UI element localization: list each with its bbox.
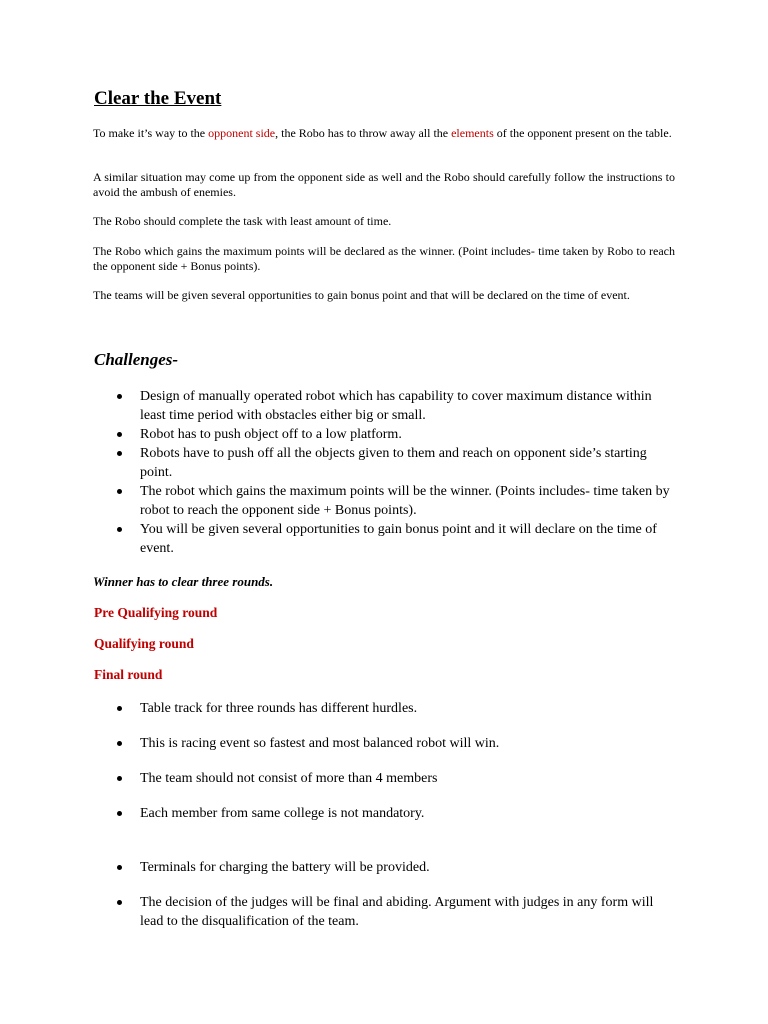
rules-list-5 xyxy=(0,858,670,877)
rule-item: The team should not consist of more than 4 members xyxy=(0,769,670,788)
intro-paragraph-1 xyxy=(93,126,675,141)
challenges-heading: Challenges- xyxy=(94,350,179,369)
intro-paragraph-4: The Robo which gains the maximum points will be declared as the winner. (Point includes- time taken by Robo to reach the opponent side + Bonus points). xyxy=(93,244,675,273)
rule-item: Terminals for charging the battery will be provided. xyxy=(0,858,670,877)
rule-item: Each member from same college is not mandatory. xyxy=(0,804,670,823)
highlight-opponent-side: opponent side xyxy=(208,126,276,140)
rules-list-3 xyxy=(0,769,670,788)
intro-paragraph-2: A similar situation may come up from the opponent side as well and the Robo should carefully follow the instructions to avoid the ambush of enemies. xyxy=(93,170,675,199)
round-final: Final round xyxy=(94,667,163,682)
challenge-item: Robots have to push off all the objects given to them and reach on opponent side’s starting point. xyxy=(0,444,670,482)
intro-text: of the opponent present on the table. xyxy=(493,126,672,140)
rules-list-1 xyxy=(0,699,670,718)
challenge-item: You will be given several opportunities to gain bonus point and it will declare on the time of event. xyxy=(0,520,670,558)
rules-list-6 xyxy=(0,893,670,931)
highlight-elements: elements xyxy=(451,126,494,140)
challenge-item: The robot which gains the maximum points will be the winner. (Points includes- time taken by robot to reach the opponent side + Bonus points). xyxy=(0,482,670,520)
round-pre-qualifying: Pre Qualifying round xyxy=(94,605,218,620)
challenges-list xyxy=(0,387,670,558)
intro-paragraph-3: The Robo should complete the task with least amount of time. xyxy=(93,214,392,228)
rule-item: Table track for three rounds has different hurdles. xyxy=(0,699,670,718)
intro-paragraph-5: The teams will be given several opportunities to gain bonus point and that will be declared on the time of event. xyxy=(93,288,630,302)
rules-list-4 xyxy=(0,804,670,823)
page-title: Clear the Event xyxy=(94,88,222,109)
challenge-item: Robot has to push object off to a low platform. xyxy=(0,425,670,444)
challenge-item: Design of manually operated robot which has capability to cover maximum distance within least time period with obstacles either big or small. xyxy=(0,387,670,425)
intro-text: To make it’s way to the xyxy=(93,126,209,140)
intro-text: , the Robo has to throw away all the xyxy=(275,126,452,140)
rule-item: The decision of the judges will be final and abiding. Argument with judges in any form will lead to the disqualification of the team. xyxy=(0,893,670,931)
round-qualifying: Qualifying round xyxy=(94,636,194,651)
winner-note: Winner has to clear three rounds. xyxy=(93,574,274,589)
rule-item: This is racing event so fastest and most balanced robot will win. xyxy=(0,734,670,753)
rules-list-2 xyxy=(0,734,670,753)
